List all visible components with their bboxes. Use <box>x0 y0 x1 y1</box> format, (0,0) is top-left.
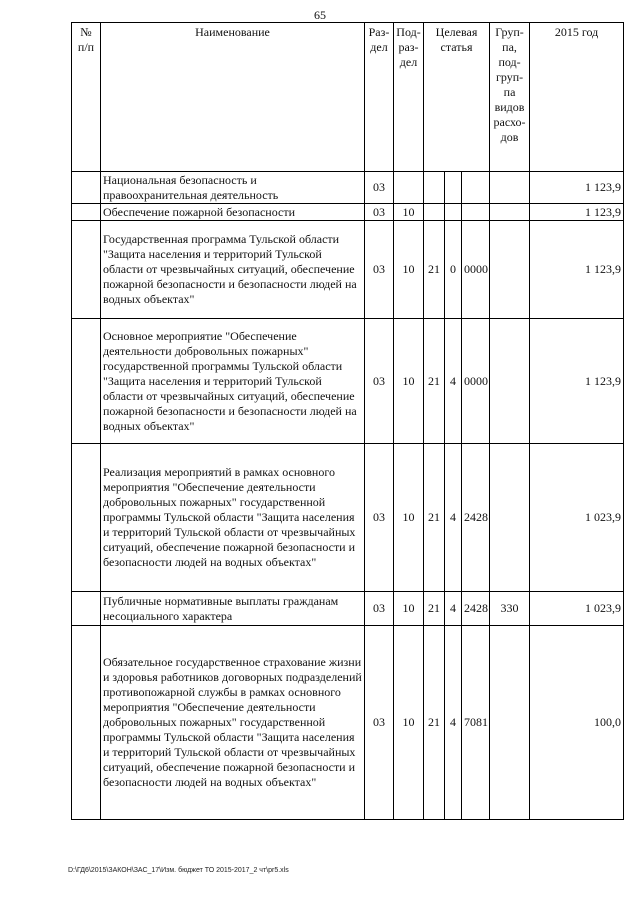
row-num <box>72 221 101 319</box>
row-target-sub: 4 <box>445 319 462 444</box>
row-name: Национальная безопасность и правоохранительная деятельность <box>101 172 365 204</box>
row-amount: 1 123,9 <box>530 319 624 444</box>
row-target-code: 0000 <box>462 319 490 444</box>
budget-table <box>71 22 624 820</box>
row-name: Обеспечение пожарной безопасности <box>101 204 365 221</box>
row-target-sub: 4 <box>445 626 462 820</box>
header-num: № п/п <box>72 23 101 172</box>
row-target-code <box>462 172 490 204</box>
row-num <box>72 626 101 820</box>
row-razdel: 03 <box>365 319 394 444</box>
row-target-sub: 0 <box>445 221 462 319</box>
row-target-code: 0000 <box>462 221 490 319</box>
row-razdel: 03 <box>365 172 394 204</box>
table-row <box>72 221 624 319</box>
header-podrazdel: Под-раз-дел <box>394 23 424 172</box>
row-target-sub <box>445 204 462 221</box>
row-razdel: 03 <box>365 221 394 319</box>
row-amount: 1 123,9 <box>530 172 624 204</box>
row-podrazdel: 10 <box>394 221 424 319</box>
row-target-program: 21 <box>424 444 445 592</box>
row-razdel: 03 <box>365 444 394 592</box>
row-group: 330 <box>490 592 530 626</box>
table-header-row <box>72 23 624 172</box>
row-name: Обязательное государственное страхование жизни и здоровья работников договорных подразделений противопожарной службы в рамках основного мероприятия "Обеспечение деятельности добровольных пожарных" государственной программы Тульской области "Защита населения и территорий Тульской области от чрезвычайных ситуаций, обеспечение пожарной безопасности и безопасности людей на водных объектах" <box>101 626 365 820</box>
row-amount: 1 123,9 <box>530 221 624 319</box>
row-razdel: 03 <box>365 626 394 820</box>
header-target: Целевая статья <box>424 23 490 172</box>
row-podrazdel: 10 <box>394 626 424 820</box>
row-group <box>490 626 530 820</box>
row-group <box>490 444 530 592</box>
row-group <box>490 172 530 204</box>
row-group <box>490 221 530 319</box>
table-row <box>72 592 624 626</box>
row-podrazdel: 10 <box>394 444 424 592</box>
row-amount: 1 123,9 <box>530 204 624 221</box>
row-amount: 1 023,9 <box>530 592 624 626</box>
table-row <box>72 172 624 204</box>
row-target-program: 21 <box>424 592 445 626</box>
table-row <box>72 444 624 592</box>
header-group: Груп-па, под-груп-па видов расхо-дов <box>490 23 530 172</box>
row-podrazdel: 10 <box>394 319 424 444</box>
row-podrazdel: 10 <box>394 204 424 221</box>
table-row <box>72 204 624 221</box>
row-podrazdel <box>394 172 424 204</box>
page-number: 65 <box>314 8 326 22</box>
row-target-code: 2428 <box>462 444 490 592</box>
header-year: 2015 год <box>530 23 624 172</box>
row-num <box>72 592 101 626</box>
row-target-code: 7081 <box>462 626 490 820</box>
row-group <box>490 319 530 444</box>
row-target-program <box>424 204 445 221</box>
row-group <box>490 204 530 221</box>
row-target-code: 2428 <box>462 592 490 626</box>
row-target-program: 21 <box>424 319 445 444</box>
row-target-program: 21 <box>424 221 445 319</box>
row-name: Реализация мероприятий в рамках основного мероприятия "Обеспечение деятельности добровольных пожарных" государственной программы Тульской области "Защита населения и территорий Тульской области от чрезвычайных ситуаций, обеспечение пожарной безопасности и безопасности людей на водных объектах" <box>101 444 365 592</box>
row-razdel: 03 <box>365 204 394 221</box>
row-amount: 100,0 <box>530 626 624 820</box>
row-num <box>72 204 101 221</box>
row-num <box>72 319 101 444</box>
row-target-program: 21 <box>424 626 445 820</box>
row-razdel: 03 <box>365 592 394 626</box>
row-name: Государственная программа Тульской области "Защита населения и территорий Тульской области от чрезвычайных ситуаций, обеспечение пожарной безопасности и безопасности людей на водных объектах" <box>101 221 365 319</box>
row-podrazdel: 10 <box>394 592 424 626</box>
header-razdel: Раз-дел <box>365 23 394 172</box>
table-row <box>72 319 624 444</box>
row-target-sub: 4 <box>445 444 462 592</box>
row-name: Публичные нормативные выплаты гражданам несоциального характера <box>101 592 365 626</box>
row-num <box>72 444 101 592</box>
row-target-program <box>424 172 445 204</box>
row-amount: 1 023,9 <box>530 444 624 592</box>
row-num <box>72 172 101 204</box>
row-target-sub <box>445 172 462 204</box>
file-path-footer: D:\ГД6\2015\ЗАКОН\ЗАС_17\Изм. бюджет ТО 2015-2017_2 чт\pr5.xls <box>68 867 289 874</box>
header-name: Наименование <box>101 23 365 172</box>
row-target-code <box>462 204 490 221</box>
row-name: Основное мероприятие "Обеспечение деятельности добровольных пожарных" государственной программы Тульской области "Защита населения и территорий Тульской области от чрезвычайных ситуаций, обеспечение пожарной безопасности и безопасности людей на водных объектах" <box>101 319 365 444</box>
table-row <box>72 626 624 820</box>
row-target-sub: 4 <box>445 592 462 626</box>
